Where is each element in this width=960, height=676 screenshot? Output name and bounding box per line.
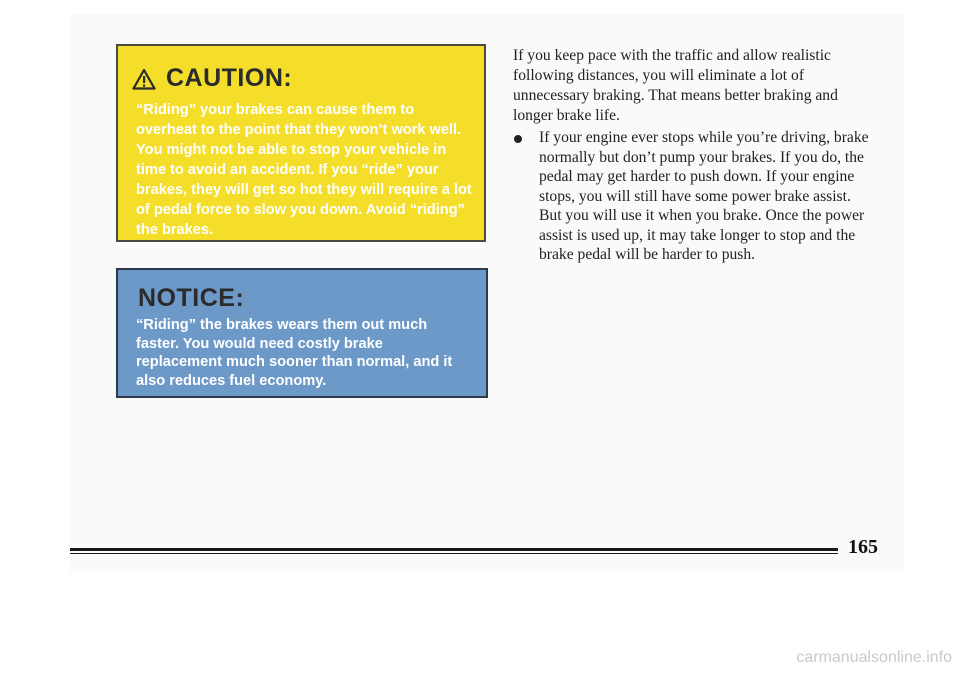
bullet-text: If your engine ever stops while you’re driving, brake normally but don’t pump your brakes. If you do, the pedal may get harder to push down. If your engine stops, you will still have some power brake assist. But you will use it when you brake. Once the power assist is used up, it may take longer to stop and the brake pedal will be harder to push.: [539, 129, 869, 263]
watermark-text: carmanualsonline.info: [796, 649, 952, 666]
notice-text: “Riding” the brakes wears them out much faster. You would need costly brake replacement much sooner than normal, and it also reduces fuel economy.: [136, 317, 453, 389]
notice-title: NOTICE:: [138, 284, 245, 312]
caution-text: “Riding” your brakes can cause them to overheat to the point that they won’t work well. You might not be able to stop your vehicle in time to avoid an accident. If you “ride” your brakes, they will get so hot they will require a lot of pedal force to slow you down. Avoid “riding” the brakes.: [136, 102, 472, 238]
warning-triangle-icon: [132, 68, 156, 90]
page-number: 165: [848, 536, 878, 558]
caution-header: [132, 64, 292, 93]
caution-box: [116, 44, 486, 242]
caution-title: CAUTION:: [166, 64, 293, 92]
intro-paragraph: If you keep pace with the traffic and allow realistic following distances, you will eliminate a lot of unnecessary braking. That means better braking and longer brake life.: [513, 47, 838, 124]
footer-rule: [70, 548, 838, 551]
notice-box: [116, 268, 488, 398]
bullet-dot-icon: [514, 135, 522, 143]
footer-rule-thin: [70, 553, 838, 554]
